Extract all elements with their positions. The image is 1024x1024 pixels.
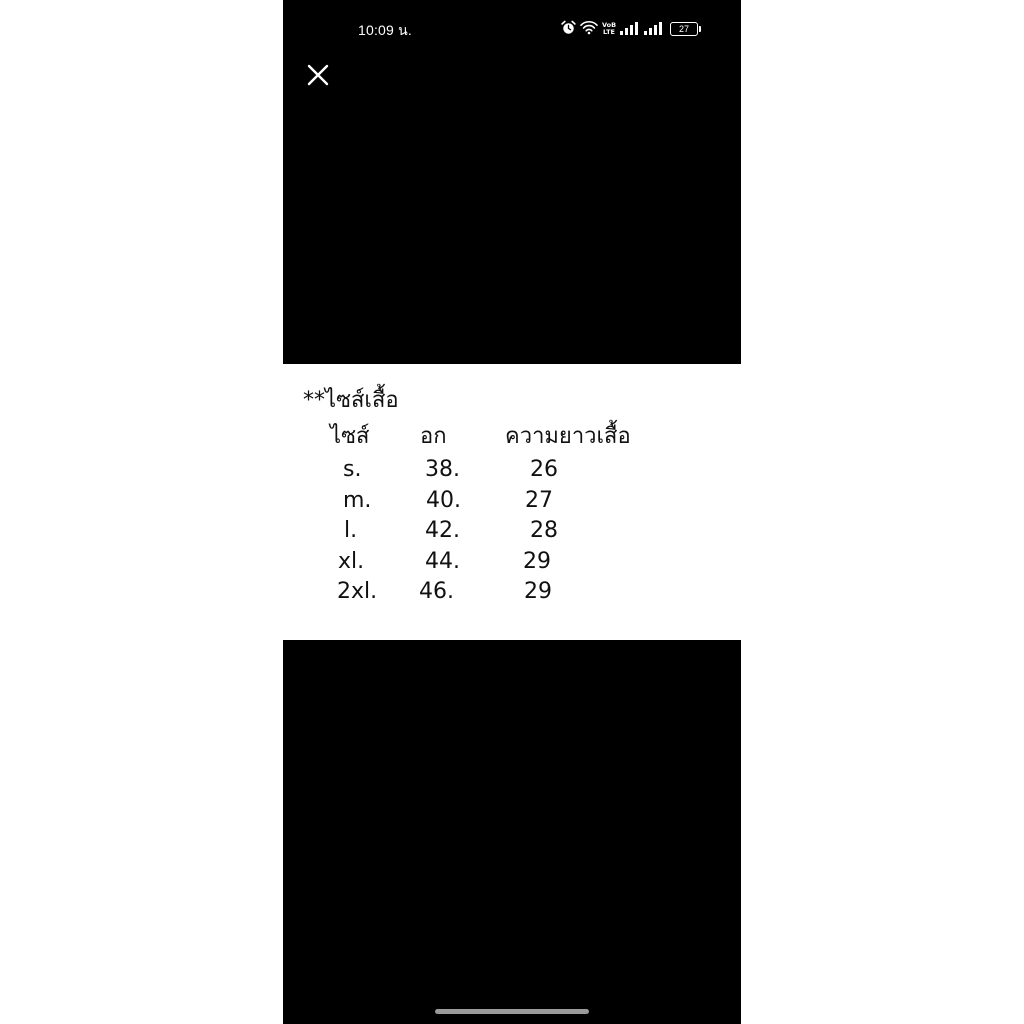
- home-indicator[interactable]: [435, 1009, 589, 1014]
- size-cell: s.: [343, 457, 362, 482]
- size-cell: m.: [343, 488, 372, 513]
- length-cell: 27: [525, 488, 553, 513]
- header-size: ไซส์: [330, 424, 370, 449]
- image-viewer-screen: [283, 0, 741, 1024]
- chest-cell: 44.: [425, 549, 460, 574]
- chest-cell: 42.: [425, 518, 460, 543]
- wifi-icon: [580, 20, 598, 39]
- battery-icon: [670, 22, 698, 36]
- length-cell: 26: [530, 457, 558, 482]
- chest-cell: 46.: [419, 579, 454, 604]
- size-chart-title: **ไซส์เสื้อ: [303, 388, 399, 413]
- status-icons: [561, 20, 698, 38]
- length-cell: 28: [530, 518, 558, 543]
- header-chest: อก: [420, 424, 447, 449]
- alarm-icon: [561, 20, 576, 39]
- close-icon: [305, 62, 331, 88]
- length-cell: 29: [523, 549, 551, 574]
- length-cell: 29: [524, 579, 552, 604]
- close-button[interactable]: [305, 62, 331, 88]
- chest-cell: 40.: [426, 488, 461, 513]
- volte-bottom-label: LTE: [603, 28, 615, 36]
- size-chart-image: [283, 364, 741, 640]
- signal-icon-2: [644, 20, 664, 39]
- size-cell: 2xl.: [337, 579, 378, 604]
- battery-level: 27: [678, 24, 689, 34]
- status-time: 10:09 น.: [358, 22, 412, 38]
- volte-top-label: VoB: [602, 21, 617, 29]
- volte-icon: [602, 22, 616, 36]
- header-length: ความยาวเสื้อ: [505, 424, 631, 449]
- size-cell: l.: [344, 518, 358, 543]
- chest-cell: 38.: [425, 457, 460, 482]
- status-bar: [283, 0, 741, 58]
- signal-icon: [620, 20, 640, 39]
- size-cell: xl.: [338, 549, 365, 574]
